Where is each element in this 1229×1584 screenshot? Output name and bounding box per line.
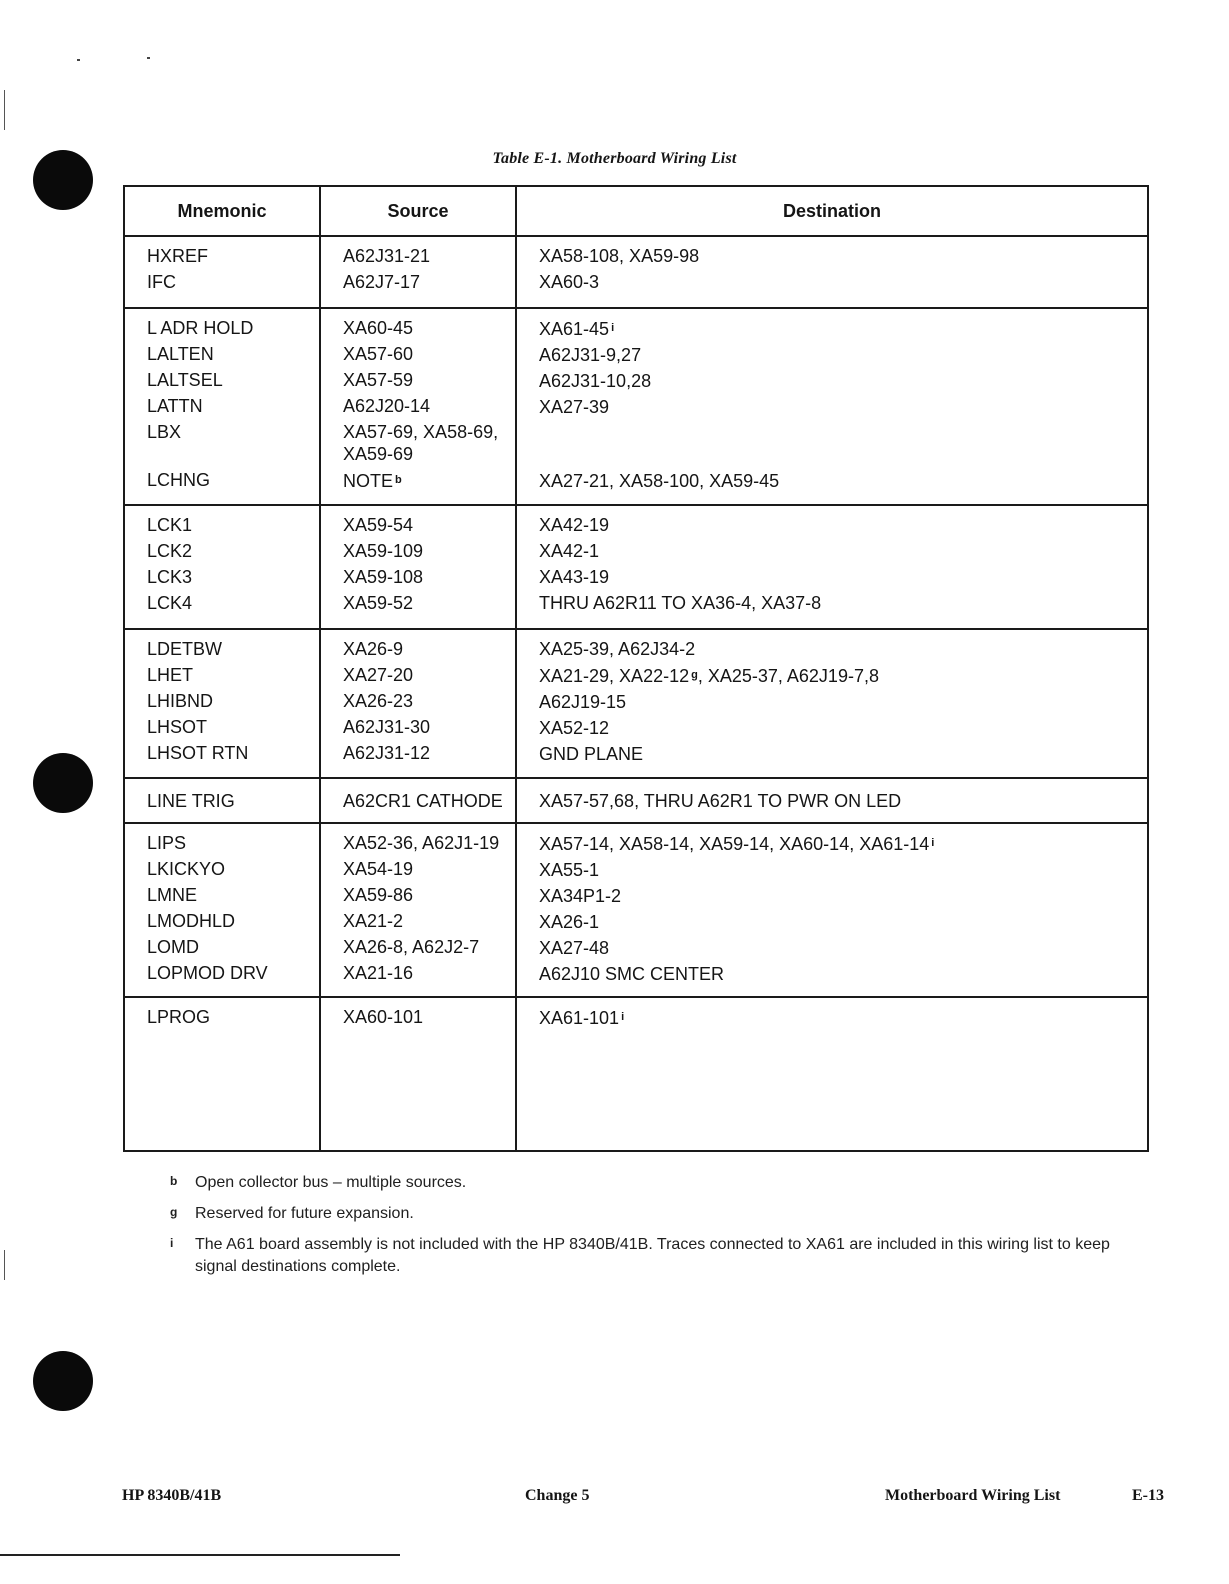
source: A62J20-14 <box>343 396 431 416</box>
source: XA60-101 <box>343 1007 424 1027</box>
source: XA59-109 <box>343 541 424 561</box>
source: XA59-69 <box>343 444 414 464</box>
header-row <box>124 186 1148 236</box>
table-row-group <box>124 778 1148 823</box>
mnemonic: LDETBW <box>147 639 223 659</box>
destination-note <box>539 1004 1147 1031</box>
destination: XA57-57,68, THRU A62R1 TO PWR ON LED <box>539 790 902 811</box>
mnemonic: LATTN <box>147 396 203 416</box>
header-destination: Destination <box>516 186 1148 236</box>
mnemonic: LINE TRIG <box>147 790 235 811</box>
destination: XA27-39 <box>539 397 610 417</box>
destination: XA42-1 <box>539 541 600 561</box>
destination-cell <box>516 778 1148 823</box>
footnote-mark: g <box>170 1205 178 1219</box>
footer-page-number: E-13 <box>1132 1487 1164 1504</box>
mnemonic: LCK4 <box>147 593 193 613</box>
source-cell <box>320 308 516 505</box>
footnote-mark-i: i <box>621 1011 625 1023</box>
bottom-rule <box>0 1554 400 1556</box>
mnemonic: LHSOT RTN <box>147 743 249 763</box>
source: A62J31-12 <box>343 743 431 763</box>
mnemonic: LALTSEL <box>147 370 223 390</box>
footnote <box>170 1203 1110 1225</box>
scan-speck <box>77 59 80 61</box>
source: XA52-36, A62J1-19 <box>343 833 500 853</box>
source-note <box>343 467 515 494</box>
destination-cell <box>516 236 1148 308</box>
destination-tail: , XA25-37, A62J19-7,8 <box>697 666 879 686</box>
destination-cell <box>516 823 1148 997</box>
source: XA57-60 <box>343 344 414 364</box>
destination: THRU A62R11 TO XA36-4, XA37-8 <box>539 593 822 613</box>
source: A62CR1 CATHODE <box>343 790 503 811</box>
source: XA21-16 <box>343 963 414 983</box>
destination: XA34P1-2 <box>539 886 622 906</box>
footer-section: Motherboard Wiring List <box>885 1487 1061 1504</box>
destination-cell <box>516 629 1148 778</box>
destination: XA26-1 <box>539 912 600 932</box>
source: NOTE <box>343 471 394 491</box>
table-row-group <box>124 823 1148 997</box>
source: A62J31-30 <box>343 717 431 737</box>
destination: XA61-45 <box>539 319 610 339</box>
mnemonic-cell <box>124 778 320 823</box>
destination: A62J19-15 <box>539 692 627 712</box>
footnote-mark: i <box>170 1236 174 1250</box>
header-source: Source <box>320 186 516 236</box>
source: XA57-59 <box>343 370 414 390</box>
source: XA26-8, A62J2-7 <box>343 937 480 957</box>
source-cell <box>320 236 516 308</box>
table-row-group <box>124 236 1148 308</box>
footnote-mark-i: i <box>611 322 615 334</box>
table-row-group <box>124 505 1148 629</box>
destination-cell <box>516 997 1148 1151</box>
mnemonic-cell <box>124 505 320 629</box>
mnemonic: LCK1 <box>147 515 193 535</box>
mnemonic: HXREF <box>147 246 209 266</box>
destination: XA43-19 <box>539 567 610 587</box>
source: XA27-20 <box>343 665 414 685</box>
mnemonic-cell <box>124 823 320 997</box>
mnemonic-cell <box>124 629 320 778</box>
footnote-text: Open collector bus – multiple sources. <box>195 1174 467 1191</box>
destination: XA21-29, XA22-12 <box>539 666 690 686</box>
binder-hole-middle <box>33 753 93 813</box>
footnote-mark-i: i <box>931 837 935 849</box>
table-title: Table E-1. Motherboard Wiring List <box>492 150 737 167</box>
footnote-mark-b: b <box>395 474 402 486</box>
table-row-group <box>124 629 1148 778</box>
mnemonic: LMODHLD <box>147 911 236 931</box>
table-row-group <box>124 997 1148 1151</box>
mnemonic-cell <box>124 997 320 1151</box>
mnemonic: LCHNG <box>147 470 211 490</box>
destination-note <box>539 830 1147 857</box>
destination-cell <box>516 505 1148 629</box>
footnote-text: Reserved for future expansion. <box>195 1205 414 1222</box>
scan-speck <box>147 57 150 59</box>
mnemonic: LALTEN <box>147 344 214 364</box>
mnemonic: LHET <box>147 665 194 685</box>
footnotes <box>170 1172 1110 1287</box>
destination-cell <box>516 308 1148 505</box>
destination: XA25-39, A62J34-2 <box>539 639 696 659</box>
destination: XA42-19 <box>539 515 610 535</box>
footnote-mark-g: g <box>691 669 698 681</box>
binder-hole-bottom <box>33 1351 93 1411</box>
source: XA21-2 <box>343 911 404 931</box>
source: XA59-108 <box>343 567 424 587</box>
footnote-text: The A61 board assembly is not included with the HP 8340B/41B. Traces connected to XA61 are included in this wiring list to keep signal destinations complete. <box>195 1236 1110 1275</box>
footer-change: Change 5 <box>525 1487 590 1504</box>
mnemonic: LKICKYO <box>147 859 226 879</box>
source: XA59-86 <box>343 885 414 905</box>
header-mnemonic: Mnemonic <box>124 186 320 236</box>
destination: XA52-12 <box>539 718 610 738</box>
destination: A62J31-9,27 <box>539 345 642 365</box>
source-cell <box>320 778 516 823</box>
mnemonic-cell <box>124 308 320 505</box>
destination: XA55-1 <box>539 860 600 880</box>
source: XA26-23 <box>343 691 414 711</box>
destination-note <box>539 662 1147 689</box>
footnote <box>170 1172 1110 1194</box>
scan-edge-mark <box>4 1250 5 1280</box>
source: XA57-69, XA58-69, <box>343 422 499 442</box>
source-cell <box>320 505 516 629</box>
source: XA26-9 <box>343 639 404 659</box>
mnemonic: LPROG <box>147 1007 211 1027</box>
destination-blank <box>539 442 1147 468</box>
source-cell <box>320 629 516 778</box>
source: XA54-19 <box>343 859 414 879</box>
destination-note <box>539 315 1147 342</box>
destination: XA60-3 <box>539 272 600 292</box>
mnemonic: LHIBND <box>147 691 214 711</box>
destination: XA58-108, XA59-98 <box>539 246 700 266</box>
mnemonic: L ADR HOLD <box>147 318 254 338</box>
mnemonic: LIPS <box>147 833 187 853</box>
source: A62J7-17 <box>343 272 421 292</box>
source: A62J31-21 <box>343 246 431 266</box>
table-row-group <box>124 308 1148 505</box>
mnemonic-cell <box>124 236 320 308</box>
mnemonic: LCK3 <box>147 567 193 587</box>
mnemonic: LOPMOD DRV <box>147 963 268 983</box>
source-cell <box>320 823 516 997</box>
mnemonic: LBX <box>147 422 182 442</box>
destination: XA27-48 <box>539 938 610 958</box>
mnemonic: LMNE <box>147 885 198 905</box>
scan-edge-mark <box>4 90 5 130</box>
source-cell <box>320 997 516 1151</box>
destination: XA61-101 <box>539 1008 620 1028</box>
destination: A62J10 SMC CENTER <box>539 964 725 984</box>
source: XA59-52 <box>343 593 414 613</box>
destination: XA27-21, XA58-100, XA59-45 <box>539 471 780 491</box>
source: XA59-54 <box>343 515 414 535</box>
mnemonic: LOMD <box>147 937 200 957</box>
mnemonic: IFC <box>147 272 176 292</box>
wiring-table <box>123 185 1149 1152</box>
destination: XA57-14, XA58-14, XA59-14, XA60-14, XA61-14 <box>539 834 930 854</box>
source: XA60-45 <box>343 318 414 338</box>
footer-model: HP 8340B/41B <box>122 1487 222 1504</box>
footnote-mark: b <box>170 1174 178 1188</box>
destination: A62J31-10,28 <box>539 371 652 391</box>
destination: GND PLANE <box>539 744 644 764</box>
mnemonic: LCK2 <box>147 541 193 561</box>
mnemonic: LHSOT <box>147 717 208 737</box>
footnote <box>170 1234 1110 1278</box>
